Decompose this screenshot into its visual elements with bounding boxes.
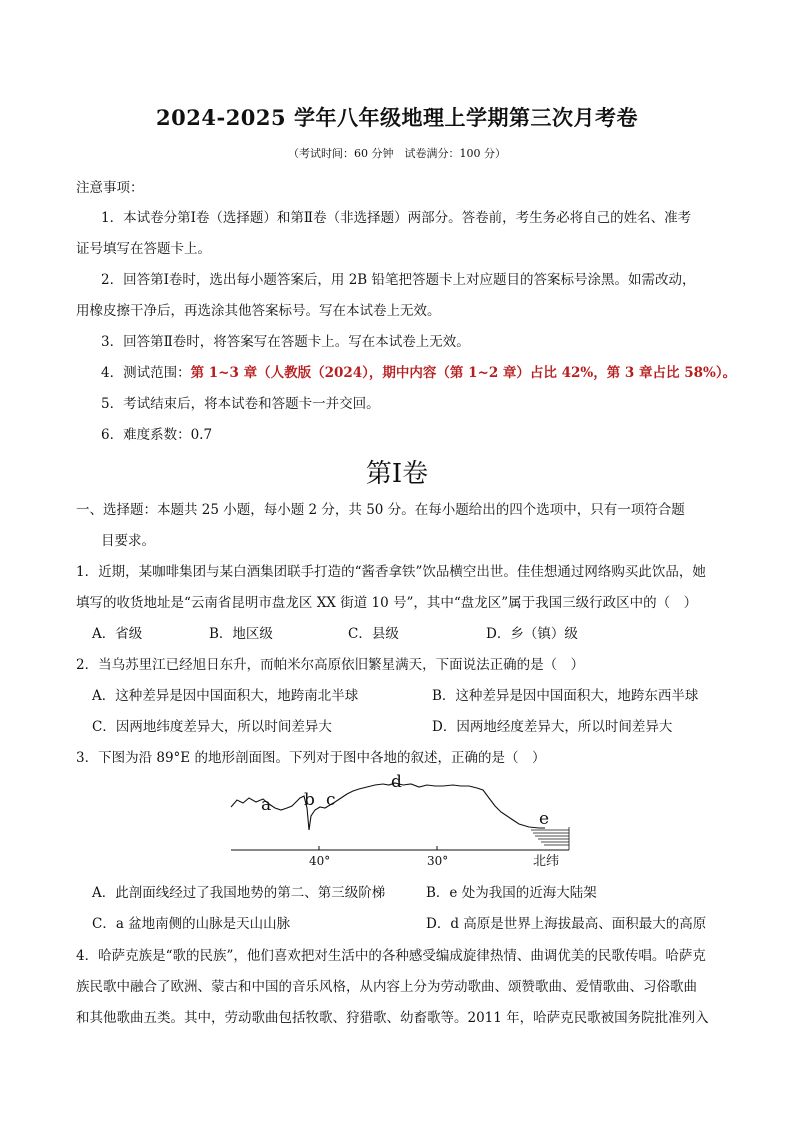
terrain-profile-figure	[229, 772, 581, 872]
notice-item-1b: 证号填写在答题卡上。	[76, 241, 211, 257]
section-title: 第Ⅰ卷	[365, 459, 429, 489]
q2-option-c: C．因两地纬度差异大，所以时间差异大	[92, 719, 332, 735]
q2-option-d: D．因两地经度差异大，所以时间差异大	[432, 719, 673, 735]
exam-title: 2024-2025 学年八年级地理上学期第三次月考卷	[156, 105, 638, 130]
q4-line-1: 4．哈萨克族是“歌的民族”，他们喜欢把对生活中的各种感受编成旋律热情、曲调优美的民歌传唱。哈萨克	[76, 948, 706, 964]
q3-option-b: B．e 处为我国的近海大陆架	[426, 885, 597, 901]
notice-item-2a: 2．回答第Ⅰ卷时，选出每小题答案后，用 2B 铅笔把答题卡上对应题目的答案标号涂黑。如需改动，	[101, 272, 696, 288]
notice-item-3: 3．回答第Ⅱ卷时，将答案写在答题卡上。写在本试卷上无效。	[101, 334, 470, 350]
notice-item-1a: 1．本试卷分第Ⅰ卷（选择题）和第Ⅱ卷（非选择题）两部分。答卷前，考生务必将自己的姓名、准考	[101, 210, 692, 226]
test-scope-text: 第 1~3 章（人教版（2024），期中内容（第 1~2 章）占比 42%，第 3 章占比 58%）。	[190, 365, 737, 381]
tick-label-30: 30°	[427, 854, 449, 868]
q1-stem-b: 填写的收货地址是“云南省昆明市盘龙区 XX 街道 10 号”，其中“盘龙区”属于我国三级行政区中的（ ）	[76, 595, 698, 611]
q2-stem: 2．当乌苏里江已经旭日东升，而帕米尔高原依旧繁星满天，下面说法正确的是（ ）	[76, 657, 585, 673]
terrain-profile-line	[231, 783, 545, 830]
notice-item-4-prefix: 4．测试范围：	[101, 365, 191, 381]
axis-label-north-latitude: 北纬	[533, 854, 560, 869]
exam-subtitle: （考试时间：60 分钟 试卷满分：100 分）	[288, 147, 506, 160]
sea-area	[529, 827, 569, 850]
label-a: a	[261, 795, 272, 815]
notice-item-6: 6．难度系数：0.7	[101, 427, 213, 443]
label-b: b	[304, 790, 315, 810]
q1-option-d: D．乡（镇）级	[486, 626, 578, 642]
notice-item-2b: 用橡皮擦干净后，再选涂其他答案标号。写在本试卷上无效。	[76, 303, 441, 319]
tick-label-40: 40°	[309, 854, 331, 868]
label-e: e	[539, 809, 550, 829]
q2-option-b: B．这种差异是因中国面积大，地跨东西半球	[432, 688, 699, 704]
q3-option-a: A．此剖面线经过了我国地势的第二、第三级阶梯	[92, 885, 386, 901]
notice-heading: 注意事项：	[76, 180, 144, 196]
label-c: c	[326, 790, 336, 810]
notice-item-4	[101, 361, 751, 381]
q1-stem-a: 1．近期，某咖啡集团与某白酒集团联手打造的“酱香拿铁”饮品横空出世。佳佳想通过网络购买此饮品，她	[76, 564, 706, 580]
q4-line-2: 族民歌中融合了欧洲、蒙古和中国的音乐风格，从内容上分为劳动歌曲、颂赞歌曲、爱情歌曲、习俗歌曲	[76, 979, 697, 995]
q1-option-b: B．地区级	[209, 626, 273, 642]
q2-option-a: A．这种差异是因中国面积大，地跨南北半球	[92, 688, 359, 704]
q3-stem: 3．下图为沿 89°E 的地形剖面图。下列对于图中各地的叙述，正确的是（ ）	[76, 750, 546, 766]
notice-item-5: 5．考试结束后，将本试卷和答题卡一并交回。	[101, 396, 380, 412]
label-d: d	[391, 772, 402, 792]
part1-instructions-b: 目要求。	[101, 533, 155, 549]
part1-instructions-a: 一、选择题：本题共 25 小题，每小题 2 分，共 50 分。在每小题给出的四个选项中，只有一项符合题	[76, 502, 685, 518]
q3-option-d: D．d 高原是世界上海拔最高、面积最大的高原	[426, 916, 707, 932]
q1-option-a: A．省级	[92, 626, 143, 642]
q1-option-c: C．县级	[348, 626, 399, 642]
q3-option-c: C．a 盆地南侧的山脉是天山山脉	[92, 916, 291, 932]
q4-line-3: 和其他歌曲五类。其中，劳动歌曲包括牧歌、狩猎歌、幼畜歌等。2011 年，哈萨克民歌被国务院批准列入	[76, 1010, 709, 1026]
